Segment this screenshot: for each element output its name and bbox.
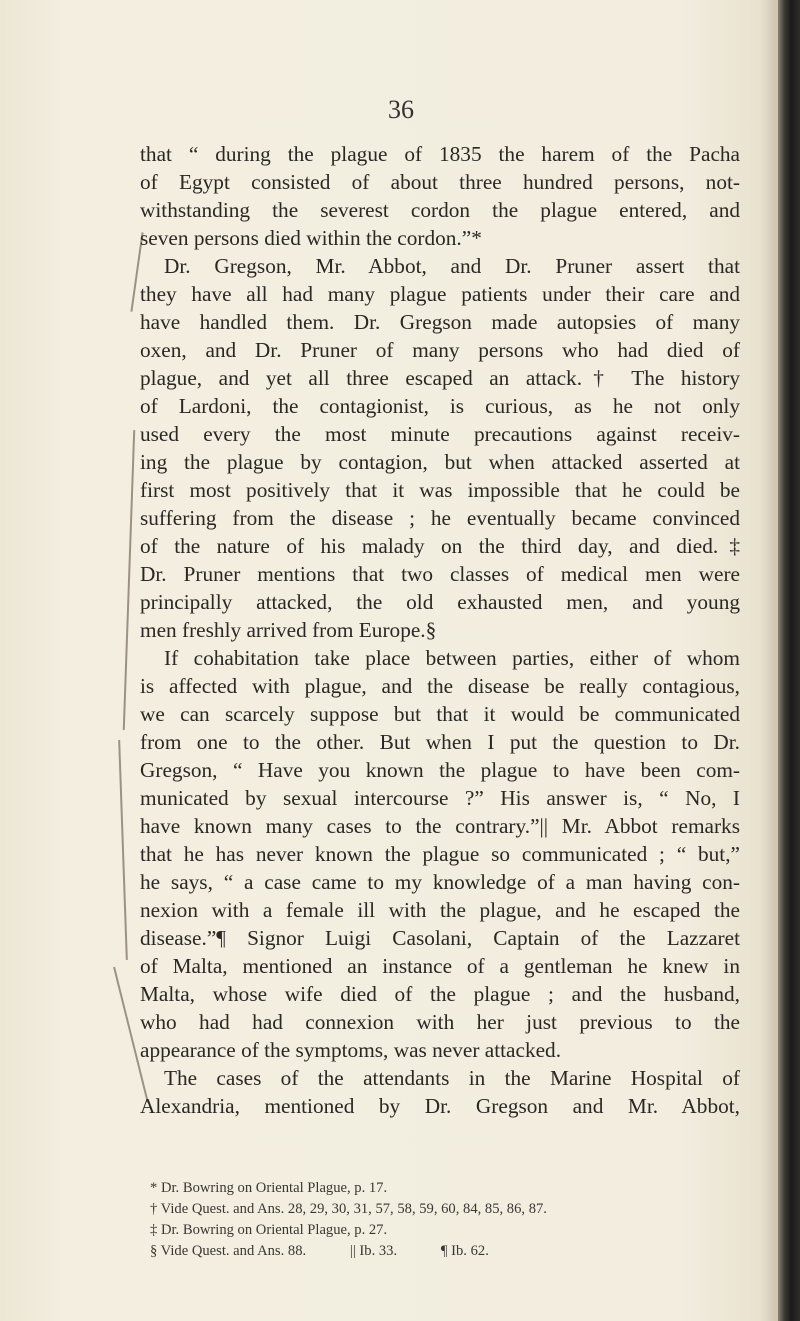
text-line: principally attacked, the old exhausted men, and young <box>140 590 740 614</box>
text-line: seven persons died within the cordon.”* <box>140 226 482 250</box>
text-line: he says, “ a case came to my knowledge of a man having con- <box>140 870 740 894</box>
text-line: Malta, whose wife died of the plague ; and the husband, <box>140 982 740 1006</box>
text-line: disease.”¶ Signor Luigi Casolani, Captain of the Lazzaret <box>140 926 740 950</box>
text-line: municated by sexual intercourse ?” His answer is, “ No, I <box>140 786 740 810</box>
text-line: suffering from the disease ; he eventually became convinced <box>140 506 740 530</box>
text-line: that he has never known the plague so communicated ; “ but,” <box>140 842 740 866</box>
text-line: Gregson, “ Have you known the plague to have been com- <box>140 758 740 782</box>
text-line: nexion with a female ill with the plague, and he escaped the <box>140 898 740 922</box>
text-line: from one to the other. But when I put the question to Dr. <box>140 730 740 754</box>
text-line: Dr. Gregson, Mr. Abbot, and Dr. Pruner assert that <box>164 254 740 278</box>
footnotes <box>150 1178 710 1262</box>
text-line: ing the plague by contagion, but when attacked asserted at <box>140 450 740 474</box>
text-line: of Egypt consisted of about three hundred persons, not- <box>140 170 740 194</box>
text-line: of Lardoni, the contagionist, is curious, as he not only <box>140 394 740 418</box>
book-binding-edge <box>778 0 800 1321</box>
footnote: § Vide Quest. and Ans. 88. || Ib. 33. ¶ Ib. 62. <box>150 1243 489 1259</box>
footnote: * Dr. Bowring on Oriental Plague, p. 17. <box>150 1180 388 1196</box>
body-text <box>140 140 740 1120</box>
text-line: first most positively that it was impossible that he could be <box>140 478 740 502</box>
text-line: they have all had many plague patients under their care and <box>140 282 740 306</box>
text-line: Dr. Pruner mentions that two classes of medical men were <box>140 562 740 586</box>
text-line: If cohabitation take place between parties, either of whom <box>164 646 740 670</box>
footnote: † Vide Quest. and Ans. 28, 29, 30, 31, 57, 58, 59, 60, 84, 85, 86, 87. <box>150 1201 547 1217</box>
text-line: oxen, and Dr. Pruner of many persons who had died of <box>140 338 740 362</box>
text-line: The cases of the attendants in the Marine Hospital of <box>164 1066 740 1090</box>
text-line: have known many cases to the contrary.”|| Mr. Abbot remarks <box>140 814 740 838</box>
text-line: of Malta, mentioned an instance of a gentleman he knew in <box>140 954 740 978</box>
text-line: plague, and yet all three escaped an attack.† The history <box>140 366 740 390</box>
text-line: Alexandria, mentioned by Dr. Gregson and Mr. Abbot, <box>140 1094 740 1118</box>
text-line: withstanding the severest cordon the plague entered, and <box>140 198 740 222</box>
text-line: that “ during the plague of 1835 the harem of the Pacha <box>140 142 740 166</box>
text-line: men freshly arrived from Europe.§ <box>140 618 437 642</box>
text-line: appearance of the symptoms, was never attacked. <box>140 1038 562 1062</box>
footnote: ‡ Dr. Bowring on Oriental Plague, p. 27. <box>150 1222 388 1238</box>
text-line: have handled them. Dr. Gregson made autopsies of many <box>140 310 740 334</box>
text-line: who had had connexion with her just previous to the <box>140 1010 740 1034</box>
text-line: of the nature of his malady on the third day, and died.‡ <box>140 534 740 558</box>
text-line: is affected with plague, and the disease be really contagious, <box>140 674 740 698</box>
page-number: 36 <box>388 95 414 124</box>
text-line: we can scarcely suppose but that it would be communicated <box>140 702 740 726</box>
text-line: used every the most minute precautions against receiv- <box>140 422 740 446</box>
